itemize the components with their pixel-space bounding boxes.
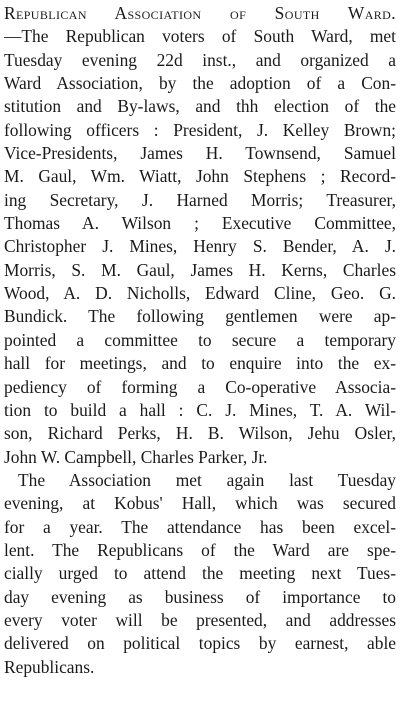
text-line: —The Republican voters of South Ward, met bbox=[4, 26, 396, 47]
text-line: lent. The Republicans of the Ward are spe- bbox=[4, 539, 396, 560]
text-line: following officers : President, J. Kelley Brown; bbox=[4, 119, 396, 140]
text-line: Morris, S. M. Gaul, James H. Kerns, Charles bbox=[4, 259, 396, 280]
text-line: Thomas A. Wilson ; Executive Committee, bbox=[4, 213, 396, 234]
text-line: day evening as business of importance to bbox=[4, 586, 396, 607]
text-line: for a year. The attendance has been excel- bbox=[4, 516, 396, 537]
text-line: Christopher J. Mines, Henry S. Bender, A. J. bbox=[4, 236, 396, 257]
newspaper-clipping bbox=[4, 2, 396, 679]
text-line: pointed a committee to secure a temporary bbox=[4, 329, 396, 350]
text-line: pediency of forming a Co-operative Associa- bbox=[4, 376, 396, 397]
text-line: Wood, A. D. Nicholls, Edward Cline, Geo. G. bbox=[4, 283, 396, 304]
text-line: ing Secretary, J. Harned Morris; Treasurer, bbox=[4, 189, 396, 210]
text-line: Ward Association, by the adoption of a Con- bbox=[4, 73, 396, 94]
text-line: Vice-Presidents, James H. Townsend, Samuel bbox=[4, 143, 396, 164]
text-line: son, Richard Perks, H. B. Wilson, Jehu Osler, bbox=[4, 423, 396, 444]
text-line: Bundick. The following gentlemen were ap- bbox=[4, 306, 396, 327]
headline-line: Republican Association of South Ward. bbox=[4, 3, 396, 23]
paragraph-start-line: The Association met again last Tuesday bbox=[18, 469, 396, 490]
text-line: hall for meetings, and to enquire into the ex- bbox=[4, 353, 396, 374]
text-line: every voter will be presented, and addresses bbox=[4, 609, 396, 630]
text-line: cially urged to attend the meeting next Tues- bbox=[4, 563, 396, 584]
text-line: delivered on political topics by earnest, able bbox=[4, 633, 396, 654]
text-line: stitution and By-laws, and thh election of the bbox=[4, 96, 396, 117]
text-line: tion to build a hall : C. J. Mines, T. A. Wil- bbox=[4, 399, 396, 420]
paragraph-end-line: Republicans. bbox=[4, 656, 95, 677]
paragraph-end-line: John W. Campbell, Charles Parker, Jr. bbox=[4, 446, 268, 467]
text-line: Tuesday evening 22d inst., and organized a bbox=[4, 49, 396, 70]
text-line: M. Gaul, Wm. Wiatt, John Stephens ; Record- bbox=[4, 166, 396, 187]
text-line: evening, at Kobus' Hall, which was secured bbox=[4, 493, 396, 514]
